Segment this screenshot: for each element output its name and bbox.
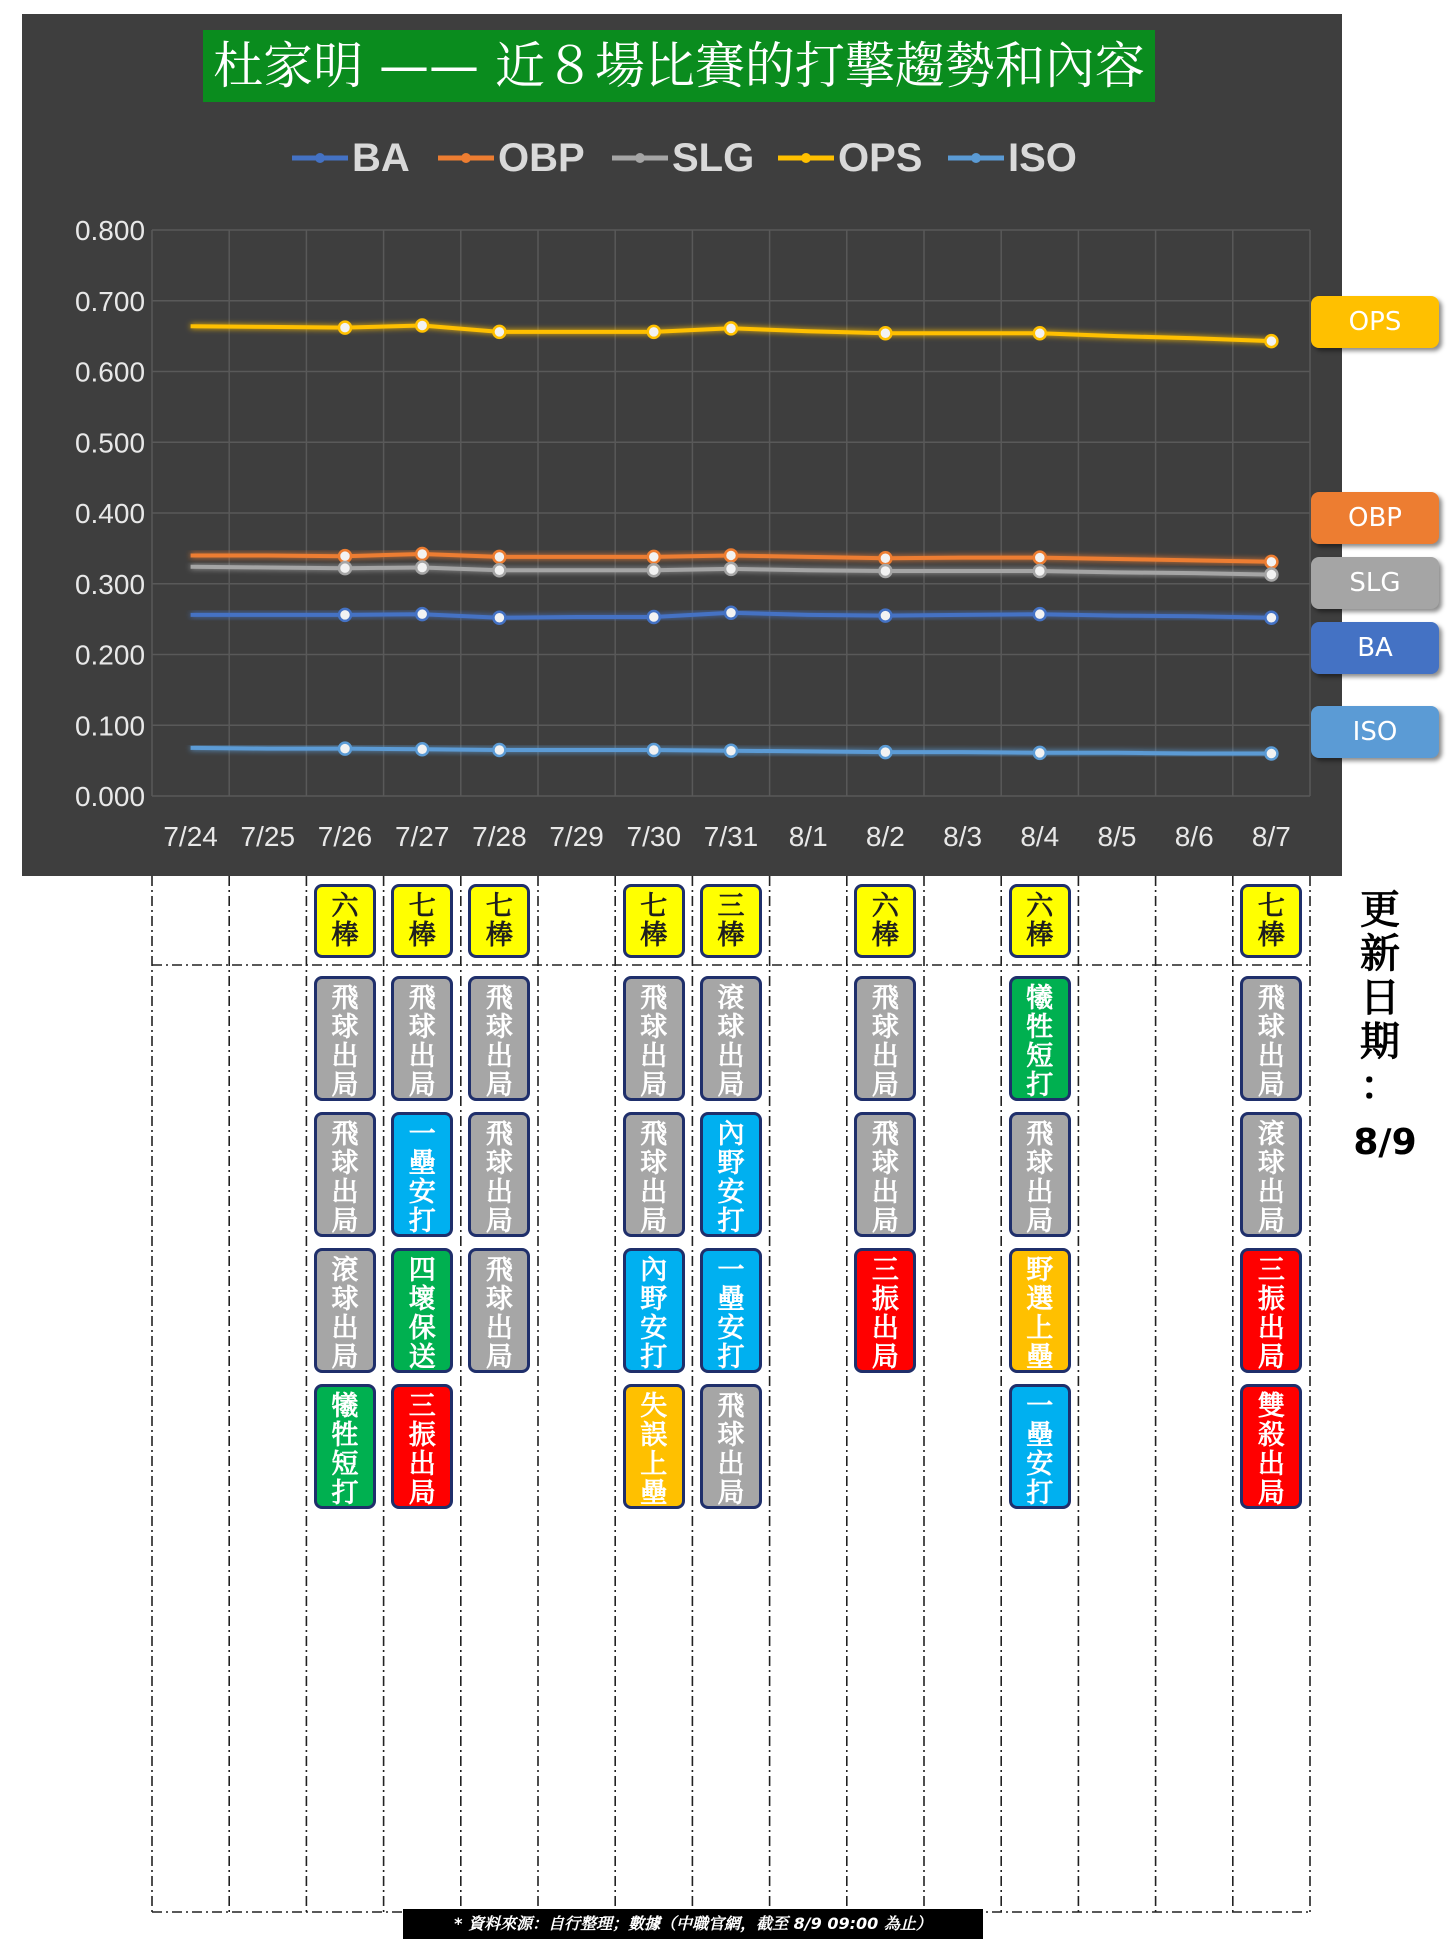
result-char: 出	[331, 1177, 359, 1208]
x-tick-label: 7/31	[703, 821, 759, 852]
data-point-slg	[648, 564, 660, 576]
plate-appearance-result	[854, 1112, 916, 1237]
result-char: 球	[640, 1148, 668, 1179]
result-char: 出	[871, 1177, 899, 1208]
result-char: 出	[1257, 1449, 1285, 1480]
result-char: 局	[485, 1070, 513, 1101]
result-char: 球	[640, 1012, 668, 1043]
result-char: 出	[331, 1041, 359, 1072]
result-char: 局	[408, 1070, 436, 1101]
result-char: 球	[1257, 1012, 1285, 1043]
line-chart	[22, 14, 1342, 876]
plate-appearance-result	[1009, 1112, 1071, 1237]
data-point-iso	[879, 746, 891, 758]
batting-order-char: 六	[331, 891, 359, 922]
end-label-iso: ISO	[1311, 706, 1439, 758]
result-char: 球	[331, 1148, 359, 1179]
data-point-obp	[1265, 556, 1277, 568]
y-tick-label: 0.500	[74, 427, 146, 459]
plate-appearance-result	[391, 976, 453, 1101]
plate-appearance-result	[1240, 1384, 1302, 1509]
result-char: 犧	[1026, 983, 1054, 1014]
result-char: 上	[1026, 1313, 1054, 1344]
result-char: 打	[408, 1206, 436, 1237]
result-char: 一	[408, 1119, 436, 1150]
plate-appearance-result	[623, 976, 685, 1101]
x-tick-label: 8/5	[1097, 821, 1137, 852]
result-char: 球	[485, 1012, 513, 1043]
update-char: 日	[1360, 975, 1400, 1021]
result-char: 安	[408, 1177, 436, 1208]
x-tick-label: 8/4	[1020, 821, 1060, 852]
result-char: 局	[1257, 1206, 1285, 1237]
result-char: 出	[485, 1177, 513, 1208]
end-label-obp: OBP	[1311, 492, 1439, 544]
result-char: 局	[331, 1206, 359, 1237]
data-point-ops	[1265, 335, 1277, 347]
update-char: 新	[1360, 931, 1400, 977]
result-char: 安	[1026, 1449, 1054, 1480]
x-tick-label: 7/26	[317, 821, 373, 852]
chart-title: 杜家明 —— 近８場比賽的打擊趨勢和內容	[203, 30, 1155, 102]
result-char: 壘	[1026, 1342, 1054, 1373]
end-label-ops: OPS	[1311, 296, 1439, 348]
result-char: 飛	[485, 1255, 513, 1286]
result-char: 局	[485, 1342, 513, 1373]
data-point-ops	[339, 322, 351, 334]
legend-label: ISO	[1008, 136, 1077, 180]
data-point-obp	[1034, 552, 1046, 564]
result-char: 一	[717, 1255, 745, 1286]
result-char: 飛	[871, 1119, 899, 1150]
y-tick-label: 0.000	[74, 781, 146, 812]
data-point-slg	[1265, 569, 1277, 581]
result-char: 飛	[331, 983, 359, 1014]
data-point-obp	[493, 551, 505, 563]
result-char: 送	[408, 1342, 436, 1373]
data-point-iso	[1265, 748, 1277, 760]
data-point-slg	[725, 563, 737, 575]
result-char: 飛	[640, 983, 668, 1014]
result-char: 飛	[1257, 983, 1285, 1014]
batting-order-badge	[468, 884, 530, 958]
result-char: 出	[1257, 1177, 1285, 1208]
plate-appearance-result	[623, 1248, 685, 1373]
x-tick-label: 8/2	[865, 821, 905, 852]
x-tick-label: 8/7	[1251, 821, 1291, 852]
x-tick-label: 8/1	[788, 821, 828, 852]
result-char: 局	[1257, 1070, 1285, 1101]
data-point-iso	[648, 744, 660, 756]
result-char: 野	[1026, 1255, 1054, 1286]
data-point-iso	[416, 743, 428, 755]
batting-order-char: 六	[1026, 891, 1054, 922]
legend-label: SLG	[672, 136, 755, 180]
batting-order-badge	[391, 884, 453, 958]
data-point-ba	[1034, 608, 1046, 620]
result-char: 出	[1026, 1177, 1054, 1208]
data-point-ops	[648, 326, 660, 338]
plate-appearance-result	[1009, 1384, 1071, 1509]
update-note	[1355, 888, 1405, 1108]
data-point-obp	[339, 550, 351, 562]
plate-appearance-result	[854, 1248, 916, 1373]
plate-appearance-result	[391, 1384, 453, 1509]
result-char: 出	[408, 1449, 436, 1480]
y-tick-label: 0.800	[74, 215, 146, 246]
x-tick-label: 7/28	[472, 821, 527, 852]
result-char: 三	[871, 1255, 899, 1286]
data-point-obp	[725, 549, 737, 561]
plate-appearance-result	[1240, 976, 1302, 1101]
result-char: 局	[640, 1206, 668, 1237]
result-char: 雙	[1257, 1391, 1285, 1422]
data-point-slg	[879, 565, 891, 577]
plate-appearance-result	[854, 976, 916, 1101]
result-char: 打	[1026, 1070, 1054, 1101]
data-point-slg	[416, 561, 428, 573]
result-char: 滾	[717, 983, 745, 1014]
legend-label: OBP	[498, 136, 585, 180]
result-char: 球	[717, 1420, 745, 1451]
data-point-ops	[493, 326, 505, 338]
result-char: 出	[1257, 1313, 1285, 1344]
plate-appearance-result	[1240, 1248, 1302, 1373]
plate-appearance-result	[700, 976, 762, 1101]
result-char: 出	[717, 1449, 745, 1480]
batting-order-char: 七	[640, 891, 668, 922]
y-tick-label: 0.100	[74, 710, 146, 742]
result-char: 壘	[408, 1148, 436, 1179]
result-char: 出	[871, 1041, 899, 1072]
plate-appearance-result	[1240, 1112, 1302, 1237]
result-char: 滾	[1257, 1119, 1285, 1150]
data-point-ba	[648, 611, 660, 623]
data-point-slg	[339, 562, 351, 574]
plate-appearance-result	[1009, 1248, 1071, 1373]
x-tick-label: 7/27	[394, 821, 450, 852]
plate-appearance-result	[700, 1248, 762, 1373]
result-char: 犧	[331, 1391, 359, 1422]
data-point-ba	[416, 608, 428, 620]
data-point-ba	[493, 612, 505, 624]
legend-label: BA	[352, 136, 410, 180]
result-char: 短	[331, 1449, 359, 1480]
result-char: 飛	[871, 983, 899, 1014]
batting-order-char: 三	[717, 891, 745, 922]
y-tick-label: 0.600	[74, 356, 146, 388]
result-char: 振	[871, 1284, 899, 1315]
result-char: 打	[331, 1478, 359, 1509]
result-char: 出	[871, 1313, 899, 1344]
x-tick-label: 7/29	[549, 821, 604, 852]
batting-order-char: 六	[871, 891, 899, 922]
batting-order-char: 棒	[871, 920, 899, 951]
result-char: 飛	[640, 1119, 668, 1150]
result-char: 局	[871, 1070, 899, 1101]
data-point-iso	[339, 743, 351, 755]
plate-appearance-result	[700, 1384, 762, 1509]
result-char: 打	[717, 1342, 745, 1373]
batting-order-char: 棒	[331, 920, 359, 951]
batting-order-badge	[854, 884, 916, 958]
plate-appearance-result	[468, 1112, 530, 1237]
batting-order-char: 棒	[1026, 920, 1054, 951]
plate-appearance-result	[1009, 976, 1071, 1101]
result-char: 內	[717, 1119, 745, 1150]
result-char: 球	[871, 1148, 899, 1179]
result-char: 打	[640, 1342, 668, 1373]
plate-appearance-result	[700, 1112, 762, 1237]
batting-order-badge	[314, 884, 376, 958]
data-point-slg	[1034, 565, 1046, 577]
data-point-ops	[1034, 327, 1046, 339]
result-char: 球	[485, 1284, 513, 1315]
y-tick-label: 0.400	[74, 498, 146, 529]
result-char: 安	[640, 1313, 668, 1344]
update-char: 期	[1360, 1019, 1400, 1065]
result-char: 出	[485, 1313, 513, 1344]
result-char: 飛	[485, 1119, 513, 1150]
batting-order-badge	[1240, 884, 1302, 958]
result-char: 球	[331, 1284, 359, 1315]
result-char: 牲	[331, 1420, 359, 1451]
result-char: 四	[408, 1255, 436, 1286]
y-tick-label: 0.200	[74, 639, 146, 671]
result-char: 出	[717, 1041, 745, 1072]
plate-appearance-result	[468, 976, 530, 1101]
batting-order-char: 棒	[1257, 920, 1285, 951]
result-char: 三	[408, 1391, 436, 1422]
result-char: 壞	[408, 1284, 436, 1315]
batting-order-badge	[700, 884, 762, 958]
result-char: 出	[408, 1041, 436, 1072]
y-tick-label: 0.300	[74, 568, 146, 600]
result-char: 野	[640, 1284, 668, 1315]
result-char: 球	[1257, 1148, 1285, 1179]
y-tick-label: 0.700	[74, 285, 146, 317]
batting-order-char: 七	[1257, 891, 1285, 922]
plate-appearance-result	[468, 1248, 530, 1373]
result-char: 局	[1026, 1206, 1054, 1237]
result-char: 局	[1257, 1342, 1285, 1373]
result-char: 局	[1257, 1478, 1285, 1509]
result-char: 出	[640, 1177, 668, 1208]
legend-marker	[971, 153, 981, 163]
result-char: 壘	[717, 1284, 745, 1315]
result-char: 內	[640, 1255, 668, 1286]
result-char: 安	[717, 1313, 745, 1344]
result-char: 打	[717, 1206, 745, 1237]
result-char: 野	[717, 1148, 745, 1179]
result-char: 飛	[485, 983, 513, 1014]
legend-marker	[461, 153, 471, 163]
result-char: 局	[717, 1478, 745, 1509]
result-char: 壘	[640, 1478, 668, 1509]
x-tick-label: 8/3	[943, 821, 983, 852]
data-point-slg	[493, 564, 505, 576]
x-tick-label: 8/6	[1174, 821, 1214, 852]
result-char: 壘	[1026, 1420, 1054, 1451]
data-point-ba	[339, 609, 351, 621]
result-char: 短	[1026, 1041, 1054, 1072]
batting-order-badge	[1009, 884, 1071, 958]
batting-order-char: 棒	[717, 920, 745, 951]
legend-marker	[801, 153, 811, 163]
chart-panel	[22, 14, 1342, 876]
plate-appearance-result	[391, 1248, 453, 1373]
result-char: 選	[1026, 1284, 1054, 1315]
result-char: 球	[408, 1012, 436, 1043]
result-char: 飛	[408, 983, 436, 1014]
x-tick-label: 7/25	[240, 821, 296, 852]
plate-appearance-result	[391, 1112, 453, 1237]
result-char: 局	[331, 1070, 359, 1101]
result-char: 球	[717, 1012, 745, 1043]
result-char: 局	[871, 1342, 899, 1373]
data-point-ba	[725, 607, 737, 619]
result-char: 球	[1026, 1148, 1054, 1179]
result-char: 局	[408, 1478, 436, 1509]
result-char: 安	[717, 1177, 745, 1208]
end-label-slg: SLG	[1311, 557, 1439, 609]
plate-appearance-result	[623, 1112, 685, 1237]
data-point-iso	[725, 745, 737, 757]
result-char: 保	[408, 1313, 436, 1344]
result-char: 上	[640, 1449, 668, 1480]
result-char: 振	[1257, 1284, 1285, 1315]
batting-order-char: 七	[408, 891, 436, 922]
data-point-ba	[879, 610, 891, 622]
result-char: 殺	[1257, 1420, 1285, 1451]
batting-order-badge	[623, 884, 685, 958]
data-point-ba	[1265, 612, 1277, 624]
result-char: 打	[1026, 1478, 1054, 1509]
result-char: 三	[1257, 1255, 1285, 1286]
plate-appearance-result	[623, 1384, 685, 1509]
result-char: 局	[331, 1342, 359, 1373]
result-char: 誤	[640, 1420, 668, 1451]
result-char: 局	[871, 1206, 899, 1237]
update-date: 8/9	[1353, 1122, 1417, 1163]
x-tick-label: 7/24	[163, 821, 218, 852]
result-char: 滾	[331, 1255, 359, 1286]
result-char: 出	[485, 1041, 513, 1072]
batting-order-char: 棒	[640, 920, 668, 951]
result-char: 一	[1026, 1391, 1054, 1422]
result-char: 局	[640, 1070, 668, 1101]
end-label-ba: BA	[1311, 622, 1439, 674]
data-point-obp	[416, 548, 428, 560]
result-char: 球	[331, 1012, 359, 1043]
legend-marker	[315, 153, 325, 163]
x-tick-label: 7/30	[626, 821, 682, 852]
footer-source: * 資料來源：自行整理；數據（中職官網，截至 8/9 09:00 為止）	[403, 1909, 983, 1939]
result-char: 球	[871, 1012, 899, 1043]
data-point-ops	[416, 320, 428, 332]
plate-appearance-result	[314, 1112, 376, 1237]
result-char: 振	[408, 1420, 436, 1451]
result-char: 局	[717, 1070, 745, 1101]
legend-marker	[635, 153, 645, 163]
update-char: ：	[1360, 1063, 1400, 1109]
result-char: 出	[640, 1041, 668, 1072]
result-char: 牲	[1026, 1012, 1054, 1043]
data-point-ops	[879, 327, 891, 339]
result-char: 出	[1257, 1041, 1285, 1072]
data-point-obp	[648, 551, 660, 563]
batting-order-char: 棒	[485, 920, 513, 951]
plate-appearance-result	[314, 1248, 376, 1373]
legend-label: OPS	[838, 136, 923, 180]
result-char: 出	[331, 1313, 359, 1344]
plate-appearance-result	[314, 976, 376, 1101]
result-char: 失	[640, 1391, 668, 1422]
result-char: 球	[485, 1148, 513, 1179]
update-char: 更	[1360, 887, 1400, 933]
result-char: 局	[485, 1206, 513, 1237]
data-point-obp	[879, 552, 891, 564]
batting-order-char: 七	[485, 891, 513, 922]
data-point-ops	[725, 322, 737, 334]
plate-appearance-result	[314, 1384, 376, 1509]
result-char: 飛	[717, 1391, 745, 1422]
data-point-iso	[1034, 747, 1046, 759]
batting-order-char: 棒	[408, 920, 436, 951]
data-point-iso	[493, 744, 505, 756]
result-char: 飛	[1026, 1119, 1054, 1150]
result-char: 飛	[331, 1119, 359, 1150]
